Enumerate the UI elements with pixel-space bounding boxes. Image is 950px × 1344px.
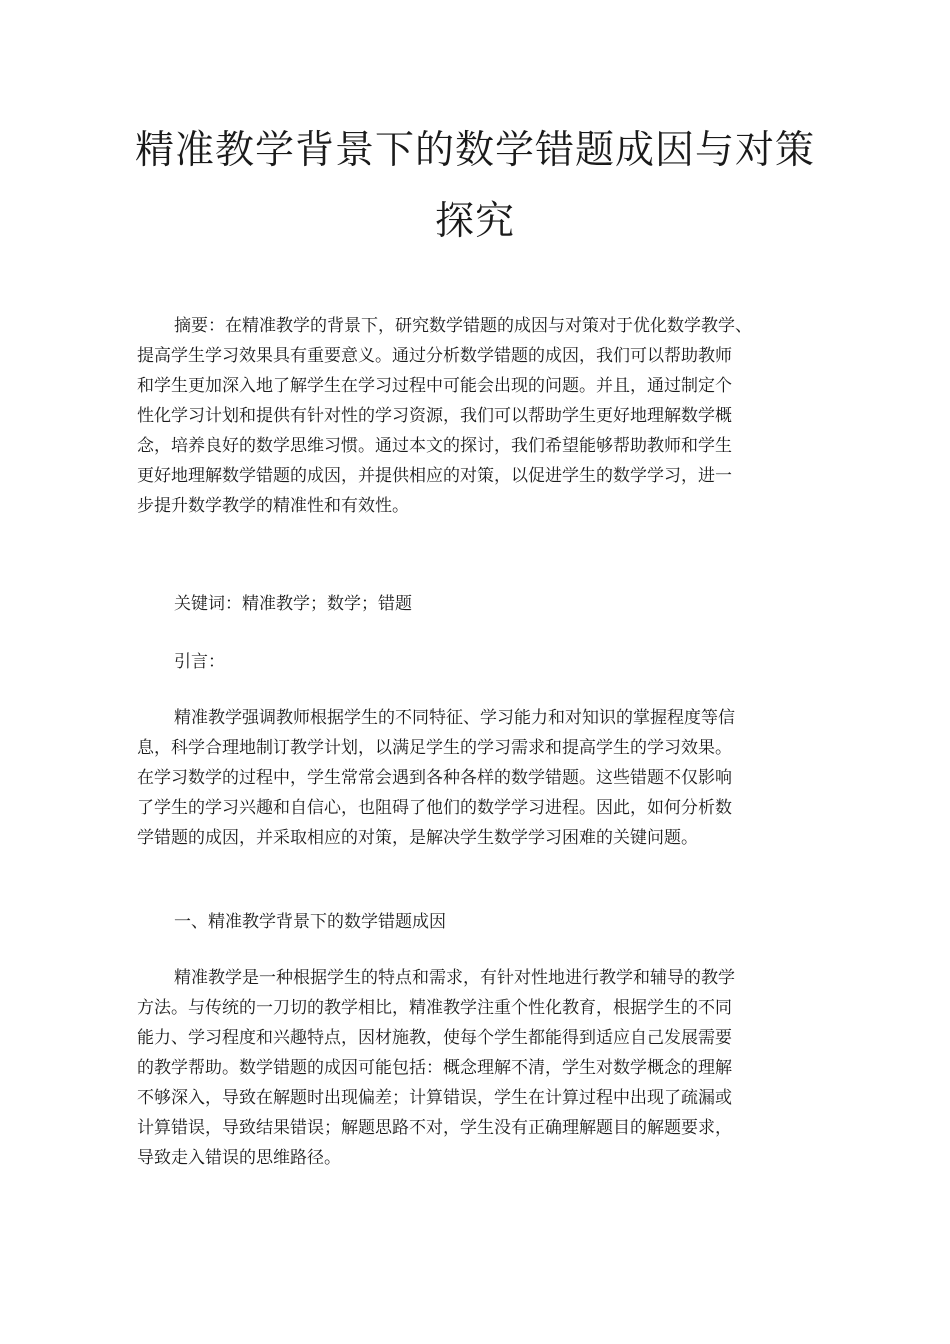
abstract-line: 和学生更加深入地了解学生在学习过程中可能会出现的问题。并且，通过制定个	[137, 376, 732, 396]
section-1-line: 的教学帮助。数学错题的成因可能包括：概念理解不清，学生对数学概念的理解	[137, 1058, 732, 1078]
intro-line: 精准教学强调教师根据学生的不同特征、学习能力和对知识的掌握程度等信	[174, 708, 735, 728]
abstract-line: 提高学生学习效果具有重要意义。通过分析数学错题的成因，我们可以帮助教师	[137, 346, 732, 366]
intro-line: 息，科学合理地制订教学计划，以满足学生的学习需求和提高学生的学习效果。	[137, 738, 732, 758]
abstract-paragraph	[137, 311, 827, 521]
intro-line: 了学生的学习兴趣和自信心，也阻碍了他们的数学学习进程。因此，如何分析数	[137, 798, 732, 818]
intro-paragraph	[137, 703, 827, 853]
document-title-line-2: 探究	[434, 199, 515, 244]
abstract-line: 摘要：在精准教学的背景下，研究数学错题的成因与对策对于优化数学教学、	[174, 316, 752, 336]
abstract-line: 步提升数学教学的精准性和有效性。	[137, 496, 409, 516]
section-1-line: 计算错误，导致结果错误；解题思路不对，学生没有正确理解题目的解题要求，	[137, 1118, 732, 1138]
section-1-line: 导致走入错误的思维路径。	[137, 1148, 341, 1168]
abstract-line: 念，培养良好的数学思维习惯。通过本文的探讨，我们希望能够帮助教师和学生	[137, 436, 732, 456]
intro-line: 在学习数学的过程中，学生常常会遇到各种各样的数学错题。这些错题不仅影响	[137, 768, 732, 788]
document-title-line-1: 精准教学背景下的数学错题成因与对策	[134, 128, 815, 173]
section-1-heading-text: 一、精准教学背景下的数学错题成因	[174, 912, 446, 932]
section-1-line: 方法。与传统的一刀切的教学相比，精准教学注重个性化教育，根据学生的不同	[137, 998, 732, 1018]
keywords-line: 关键词：精准教学；数学；错题	[174, 594, 412, 614]
section-1-line: 精准教学是一种根据学生的特点和需求，有针对性地进行教学和辅导的教学	[174, 968, 735, 988]
abstract-line: 性化学习计划和提供有针对性的学习资源，我们可以帮助学生更好地理解数学概	[137, 406, 732, 426]
section-1-paragraph	[137, 963, 827, 1173]
section-1-line: 不够深入，导致在解题时出现偏差；计算错误，学生在计算过程中出现了疏漏或	[137, 1088, 732, 1108]
abstract-line: 更好地理解数学错题的成因，并提供相应的对策，以促进学生的数学学习，进一	[137, 466, 732, 486]
keywords-paragraph	[137, 589, 827, 619]
intro-line: 学错题的成因，并采取相应的对策，是解决学生数学学习困难的关键问题。	[137, 828, 698, 848]
section-1-line: 能力、学习程度和兴趣特点，因材施教，使每个学生都能得到适应自己发展需要	[137, 1028, 732, 1048]
intro-heading-text: 引言：	[174, 652, 225, 672]
intro-heading	[137, 647, 827, 677]
section-1-heading	[137, 907, 827, 937]
